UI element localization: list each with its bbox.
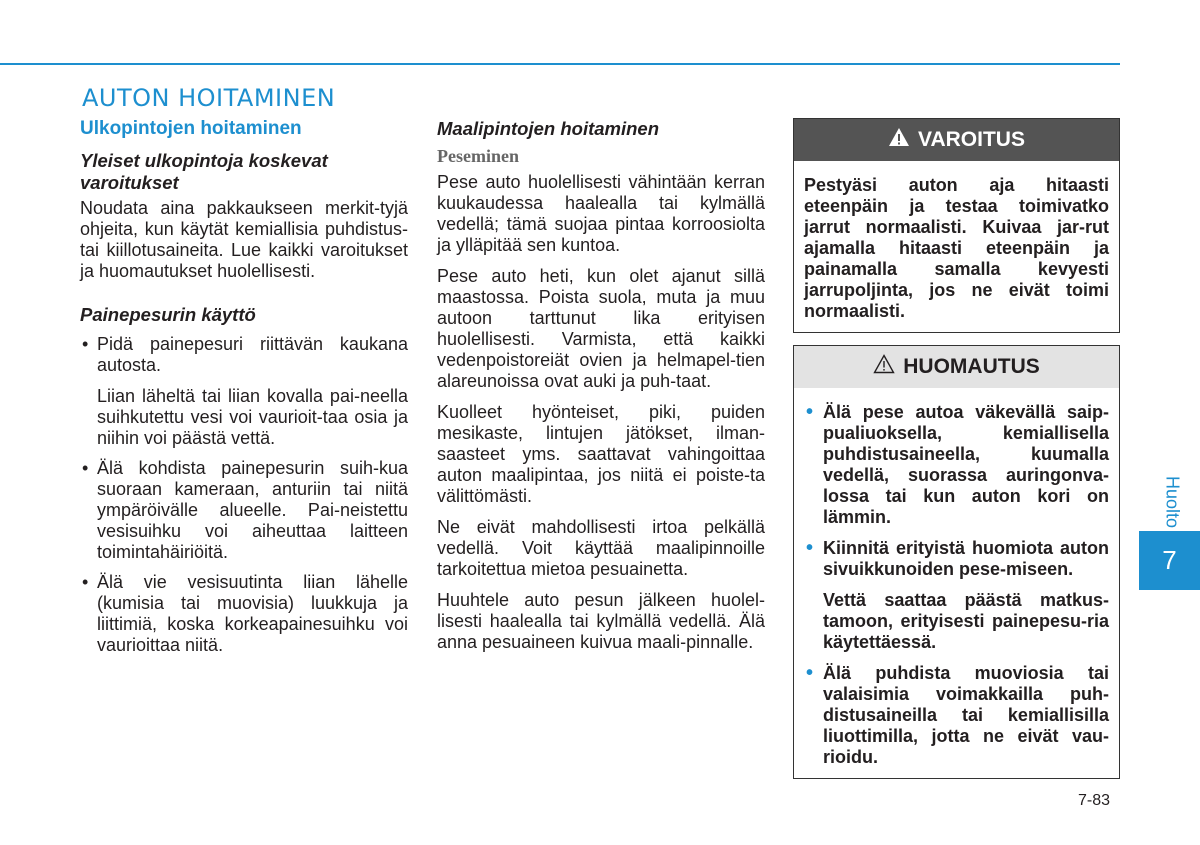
warning-triangle-icon: [888, 127, 910, 153]
paint-care-heading: Maalipintojen hoitaminen: [437, 118, 660, 139]
list-item: [804, 538, 1109, 653]
column-right: [793, 118, 1120, 791]
notice-header: [794, 346, 1119, 388]
warning-header: [794, 119, 1119, 161]
list-item-text: Pidä painepesuri riittävän kaukana autosta.: [97, 334, 408, 375]
list-item-subtext: Liian läheltä tai liian kovalla pai-neella suihkutettu vesi voi vaurioit-taa osia ja niihin voi päästä vettä.: [97, 386, 408, 448]
paragraph: Kuolleet hyönteiset, piki, puiden mesikaste, lintujen jätökset, ilman-saasteet yms. saattavat vahingoittaa auton maalipintaa, jos niitä ei poiste-ta välittömästi.: [437, 402, 765, 506]
list-item-text: Älä puhdista muoviosia tai valaisimia voimakkailla puh-distusaineilla tai kemiallisilla liuottimilla, jotta ne eivät vau-rioidu.: [823, 663, 1109, 767]
top-rule: [0, 63, 1120, 65]
exterior-care-heading: Ulkopintojen hoitaminen: [80, 118, 302, 139]
chapter-tab-label: Huolto: [1162, 476, 1183, 529]
pressure-washer-heading: Painepesurin käyttö: [80, 304, 256, 325]
column-left: [80, 118, 408, 665]
page-number: 7-83: [1078, 792, 1111, 809]
list-item: [804, 402, 1109, 528]
column-middle: [437, 118, 765, 663]
list-item-text: Älä kohdista painepesurin suih-kua suoraan kameraan, anturiin tai niitä ympäröivälle alueelle. Pai-neistettu vesisuihku voi aiheuttaa laitteen toimintahäiriöitä.: [97, 458, 408, 562]
warning-title: VAROITUS: [918, 128, 1025, 151]
paragraph: Pese auto heti, kun olet ajanut sillä maastossa. Poista suola, muta ja muu autoon tarttunut lika erityisen huolellisesti. Varmista, että kaikki vedenpoistoreiät ovien ja helmapel-tien alareunoissa ovat auki ja puh-taat.: [437, 266, 765, 391]
warning-body: [794, 161, 1119, 332]
notice-body: [794, 388, 1119, 778]
warning-box: [793, 118, 1120, 333]
notice-list: [804, 402, 1109, 768]
chapter-tab-number: 7: [1139, 531, 1200, 590]
section-title: AUTON HOITAMINEN: [82, 84, 336, 112]
general-warnings-heading: Yleiset ulkopintoja koskevat varoitukset: [80, 150, 328, 193]
list-item: [80, 572, 408, 656]
paragraph: Pese auto huolellisesti vähintään kerran kuukaudessa haalealla tai kylmällä vedellä; tämä suojaa pintaa korroosiolta ja ylläpitää sen kuntoa.: [437, 172, 765, 255]
list-item-text: Älä vie vesisuutinta liian lähelle (kumisia tai muovisia) luukkuja ja liittimiä, koska korkeapainesuihku voi vaurioittaa niitä.: [97, 572, 408, 655]
list-item-text: Kiinnitä erityistä huomiota auton sivuikkunoiden pese-miseen.: [823, 538, 1109, 579]
paragraph: Huuhtele auto pesun jälkeen huolel-lisesti haalealla tai kylmällä vedellä. Älä anna pesuaineen kuivua maali-pinnalle.: [437, 590, 765, 652]
notice-box: [793, 345, 1120, 779]
list-item: [80, 334, 408, 449]
notice-title: HUOMAUTUS: [903, 355, 1040, 378]
caution-triangle-icon: [873, 354, 895, 380]
list-item: [804, 663, 1109, 768]
list-item-text: Älä pese autoa väkevällä saip-pualiuoksella, kemiallisella puhdistusaineella, kuumalla vedellä, suorassa auringonva-lossa tai kun auton kori on lämmin.: [823, 402, 1109, 527]
general-warnings-text: Noudata aina pakkaukseen merkit-tyjä ohjeita, kun käytät kemiallisia puhdistus- tai kiillotusaineita. Lue kaikki varoitukset ja huomautukset huolellisesti.: [80, 198, 408, 281]
list-item: [80, 458, 408, 563]
washing-heading: Peseminen: [437, 146, 519, 166]
list-item-subtext: Vettä saattaa päästä matkus-tamoon, erityisesti painepesu-ria käytettäessä.: [823, 590, 1109, 652]
paragraph: Ne eivät mahdollisesti irtoa pelkällä vedellä. Voit käyttää maalipinnoille tarkoitettua mietoa pesuainetta.: [437, 517, 765, 579]
pressure-washer-list: [80, 334, 408, 656]
warning-text: Pestyäsi auton aja hitaasti eteenpäin ja testaa toimivatko jarrut normaalisti. Kuivaa jar-rut ajamalla hitaasti eteenpäin ja painamalla samalla kevyesti jarrupoljinta, jos ne eivät toimi normaalisti.: [804, 175, 1109, 321]
